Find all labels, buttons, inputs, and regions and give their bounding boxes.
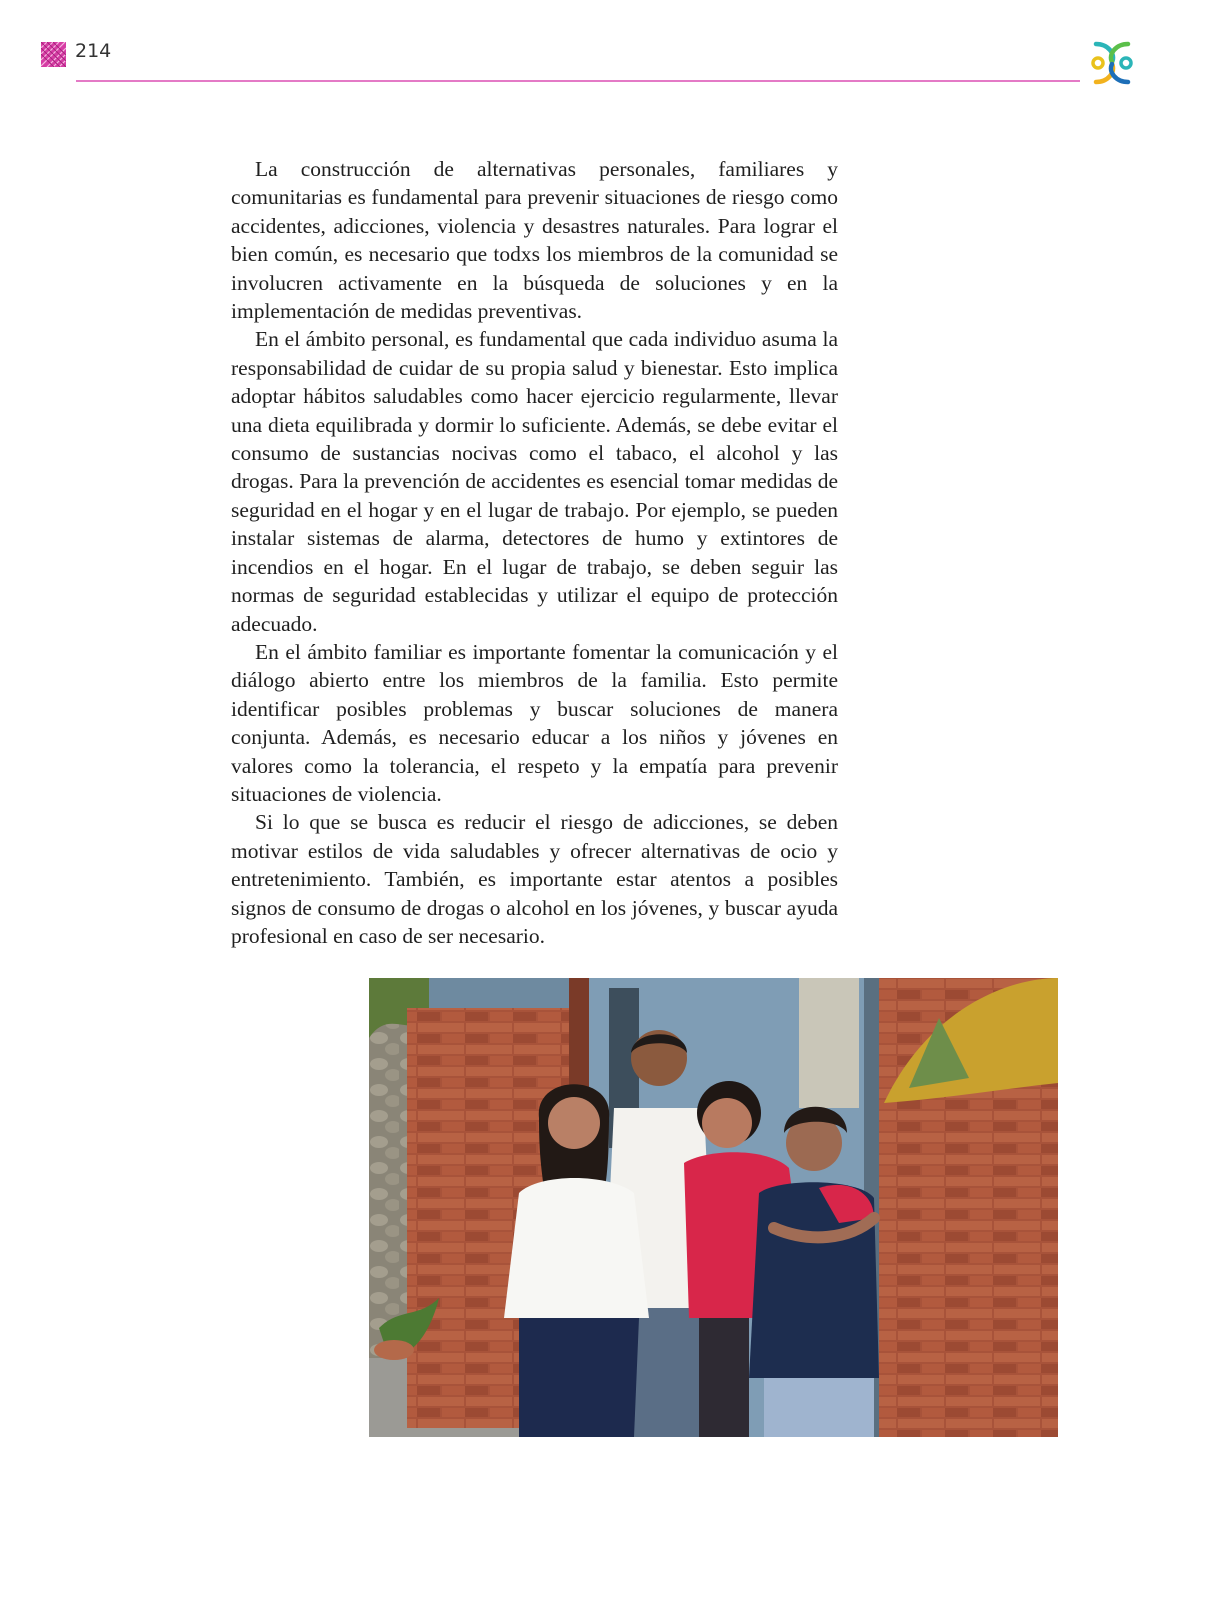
paragraph: La construcción de alternativas personales, familiares y comunitarias es fundamental para prevenir situaciones de riesgo como accidentes, adicciones, violencia y desastres naturales. Para lograr el bien común, es necesario que todxs los miembros de la comunidad se involucren activamente en la búsqueda de soluciones y en la implementación de medidas preventivas. xyxy=(231,157,838,324)
paragraph: Si lo que se busca es reducir el riesgo de adicciones, se deben motivar estilos de vida saludables y ofrecer alternativas de ocio y entretenimiento. También, es importante estar atentos a posibles signos de consumo de drogas o alcohol en los jóvenes, y buscar ayuda profesional en caso de ser necesario. xyxy=(231,810,838,948)
magenta-pattern-icon xyxy=(41,42,66,67)
page-number: 214 xyxy=(75,40,112,62)
series-logo-icon xyxy=(1090,40,1134,86)
page-header xyxy=(0,0,1214,100)
body-text xyxy=(231,155,838,950)
header-rule xyxy=(76,80,1080,82)
paragraph: En el ámbito personal, es fundamental que cada individuo asuma la responsabilidad de cuidar de su propia salud y bienestar. Esto implica adoptar hábitos saludables como hacer ejercicio regularmente, llevar una dieta equilibrada y dormir lo suficiente. Además, se debe evitar el consumo de sustancias nocivas como el tabaco, el alcohol y las drogas. Para la prevención de accidentes es esencial tomar medidas de seguridad en el hogar y en el lugar de trabajo. Por ejemplo, se pueden instalar sistemas de alarma, detectores de humo y extintores de incendios en el hogar. En el lugar de trabajo, se deben seguir las normas de seguridad establecidas y utilizar el equipo de protección adecuado. xyxy=(231,327,838,636)
paragraph: En el ámbito familiar es importante fomentar la comunicación y el diálogo abierto entre los miembros de la familia. Esto permite identificar posibles problemas y buscar soluciones de manera conjunta. Además, es necesario educar a los niños y jóvenes en valores como la tolerancia, el respeto y la empatía para prevenir situaciones de violencia. xyxy=(231,639,838,806)
family-photo xyxy=(369,978,1058,1437)
